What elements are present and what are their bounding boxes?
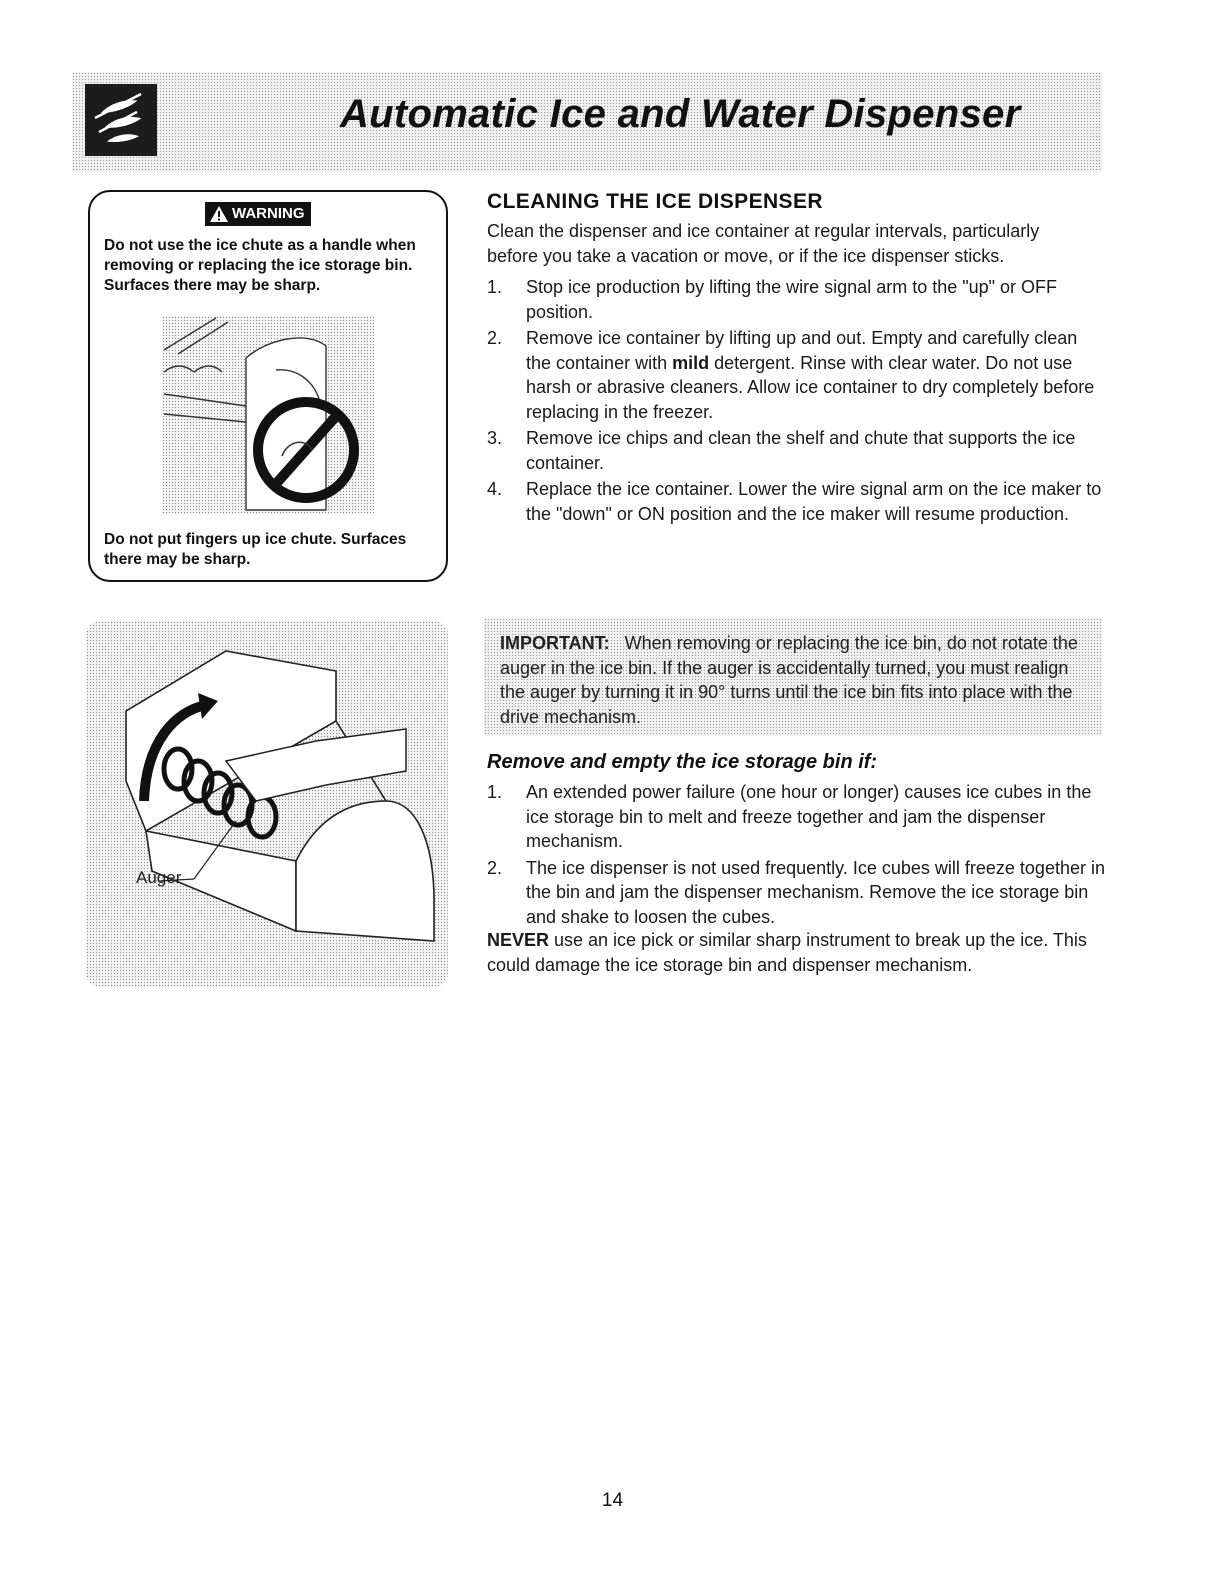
step-number: 4.	[487, 479, 503, 499]
ice-bin-auger-icon	[86, 621, 448, 987]
step-number: 2.	[487, 857, 503, 878]
step-text: An extended power failure (one hour or longer) causes ice cubes in the ice storage bin to melt and freeze together and jam the dispenser mechanism.	[526, 782, 1092, 851]
auger-label: Auger	[136, 868, 182, 887]
warning-text-bottom: Do not put fingers up ice chute. Surfaces there may be sharp.	[104, 531, 407, 568]
remove-heading: Remove and empty the ice storage bin if:	[487, 751, 878, 773]
warning-badge	[205, 202, 311, 226]
step-number: 2.	[487, 328, 503, 348]
ice-chute-prohibited-icon	[156, 310, 380, 520]
list-item	[487, 477, 1102, 526]
list-item	[487, 856, 1107, 930]
step-text: The ice dispenser is not used frequently. Ice cubes will freeze together in the bin and jam the dispenser mechanism. Remove the ice storage bin and shake to loosen the cubes.	[526, 857, 1105, 927]
warning-triangle-icon	[209, 205, 229, 223]
important-label: IMPORTANT:	[500, 633, 610, 653]
step-text: Replace the ice container. Lower the wire signal arm on the ice maker to the "down" or ON position and the ice maker will resume production.	[526, 479, 1102, 524]
step-text: Remove ice container by lifting up and out. Empty and carefully clean the container with	[526, 328, 1078, 373]
step-text: detergent. Rinse with clear water. Do not use harsh or abrasive cleaners. Allow ice container to dry completely before replacing in the freezer.	[526, 352, 1095, 422]
page-number: 14	[601, 1490, 624, 1511]
never-label: NEVER	[487, 930, 550, 950]
step-number: 1.	[487, 277, 503, 297]
step-number: 3.	[487, 428, 503, 448]
list-item	[487, 275, 1102, 324]
list-item	[487, 780, 1107, 854]
warning-box	[88, 190, 448, 582]
list-item	[487, 326, 1102, 424]
important-text	[500, 631, 1085, 729]
cleaning-steps	[487, 275, 1102, 528]
step-emphasis: mild	[672, 352, 710, 373]
important-box	[484, 618, 1102, 736]
list-item	[487, 426, 1102, 475]
cleaning-intro: Clean the dispenser and ice container at regular intervals, particularly before you take a vacation or move, or if the ice dispenser sticks.	[487, 221, 1040, 266]
never-warning	[487, 928, 1112, 977]
page-title: Automatic Ice and Water Dispenser	[340, 92, 1021, 136]
ice-leaves-icon	[85, 84, 157, 156]
remove-steps	[487, 780, 1107, 931]
important-body: When removing or replacing the ice bin, do not rotate the auger in the ice bin. If the auger is accidentally turned, you must realign the auger by turning it in 90° turns until the ice bin fits into place with the drive mechanism.	[500, 633, 1078, 727]
warning-text-top: Do not use the ice chute as a handle when removing or replacing the ice storage bin. Surfaces there may be sharp.	[104, 237, 416, 294]
warning-label: WARNING	[232, 205, 305, 222]
step-number: 1.	[487, 782, 503, 802]
step-text: Remove ice chips and clean the shelf and chute that supports the ice container.	[526, 428, 1076, 473]
cleaning-heading: CLEANING THE ICE DISPENSER	[487, 190, 823, 213]
never-body: use an ice pick or similar sharp instrument to break up the ice. This could damage the ice storage bin and dispenser mechanism.	[487, 930, 1087, 975]
step-text: Stop ice production by lifting the wire signal arm to the "up" or OFF position.	[526, 277, 1058, 322]
